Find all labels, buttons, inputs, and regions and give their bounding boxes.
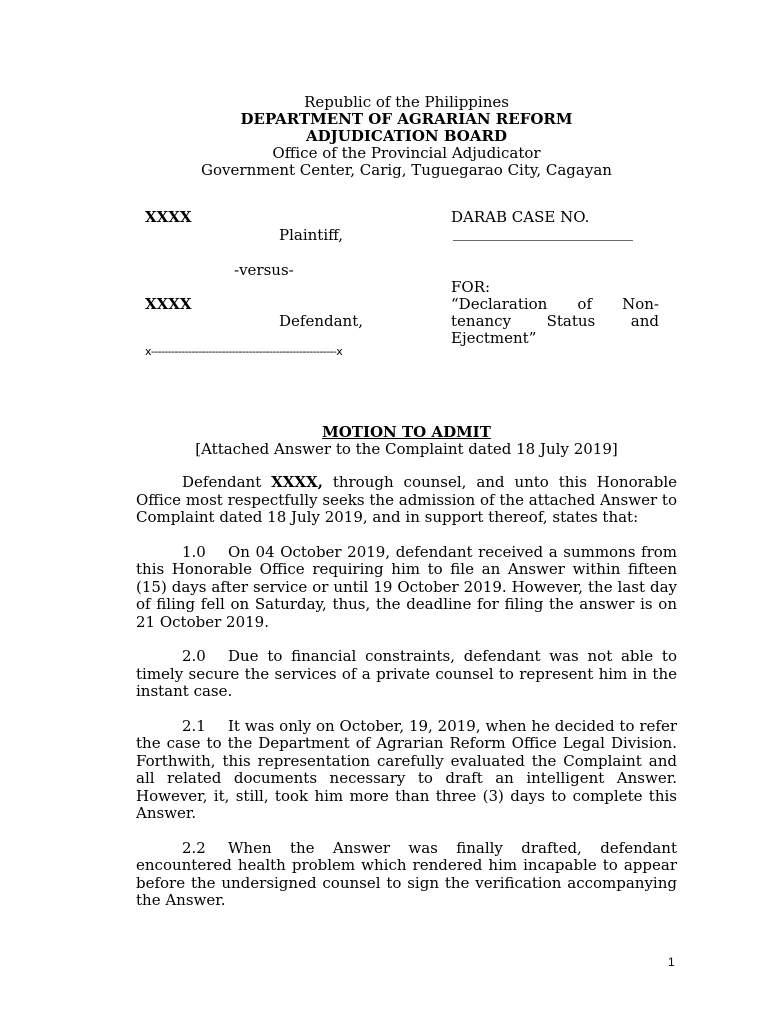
paragraph-text: It was only on October, 19, 2019, when he decided to refer the case to the Department of Agrarian Reform Office Legal Division. Forthwith, this representation carefully evaluated the Complaint and all related documents necessary to draft an intelligent Answer. However, it, still, took him more than three (3) days to complete this Answer. [136,716,677,822]
motion-title: MOTION TO ADMIT [322,423,491,441]
paragraph-2-0 [136,648,677,701]
page-number: 1 [668,955,675,969]
plaintiff-name: XXXX [145,208,192,226]
case-number-blank: ________________________ [453,223,633,241]
paragraph-text: When the Answer was finally drafted, defendant encountered health problem which rendered him incapable to appear before the undersigned counsel to sign the verification accompanying the Answer. [136,838,677,909]
motion-body [136,474,677,927]
paragraph-2-1 [136,718,677,823]
paragraph-number: 1.0 [182,542,206,561]
case-nature [451,279,659,347]
for-line-1: “Declaration of Non- [451,295,659,313]
case-caption [0,0,768,360]
caption-separator: x-------------------------------------------------------x [145,345,343,358]
versus-label: -versus- [234,261,294,279]
for-line-3: Ejectment” [451,329,537,347]
header-office: Office of the Provincial Adjudicator [272,144,541,162]
intro-post: through counsel, and unto this Honorable Office most respectfully seeks the admission of the attached Answer to Complaint dated 18 July 2019, and in support thereof, states that: [136,473,678,526]
motion-title-block [136,424,677,458]
defendant-label: Defendant, [279,312,363,330]
header-board: ADJUDICATION BOARD [306,127,507,145]
paragraph-number: 2.1 [182,716,206,735]
intro-pre: Defendant [182,473,272,491]
case-number-label: DARAB CASE NO. [451,208,590,226]
paragraph-2-2 [136,840,677,910]
paragraph-1-0 [136,544,677,632]
for-line-2: tenancy Status and [451,312,659,330]
header-republic: Republic of the Philippines [304,93,509,111]
motion-subtitle: [Attached Answer to the Complaint dated 18 July 2019] [195,440,618,458]
intro-paragraph [136,474,677,527]
intro-name: XXXX, [271,473,323,491]
paragraph-text: Due to financial constraints, defendant was not able to timely secure the services of a private counsel to represent him in the instant case. [136,647,677,700]
header-department: DEPARTMENT OF AGRARIAN REFORM [240,110,573,128]
plaintiff-label: Plaintiff, [279,226,344,244]
defendant-name: XXXX [145,295,192,313]
paragraph-number: 2.2 [182,838,206,857]
paragraph-text: On 04 October 2019, defendant received a summons from this Honorable Office requiring him to file an Answer within fifteen (15) days after service or until 19 October 2019. However, the last day of filing fell on Saturday, thus, the deadline for filing the answer is on 21 October 2019. [136,542,677,631]
paragraph-number: 2.0 [182,647,206,665]
header-address: Government Center, Carig, Tuguegarao City, Cagayan [201,161,612,179]
for-label: FOR: [451,278,491,296]
